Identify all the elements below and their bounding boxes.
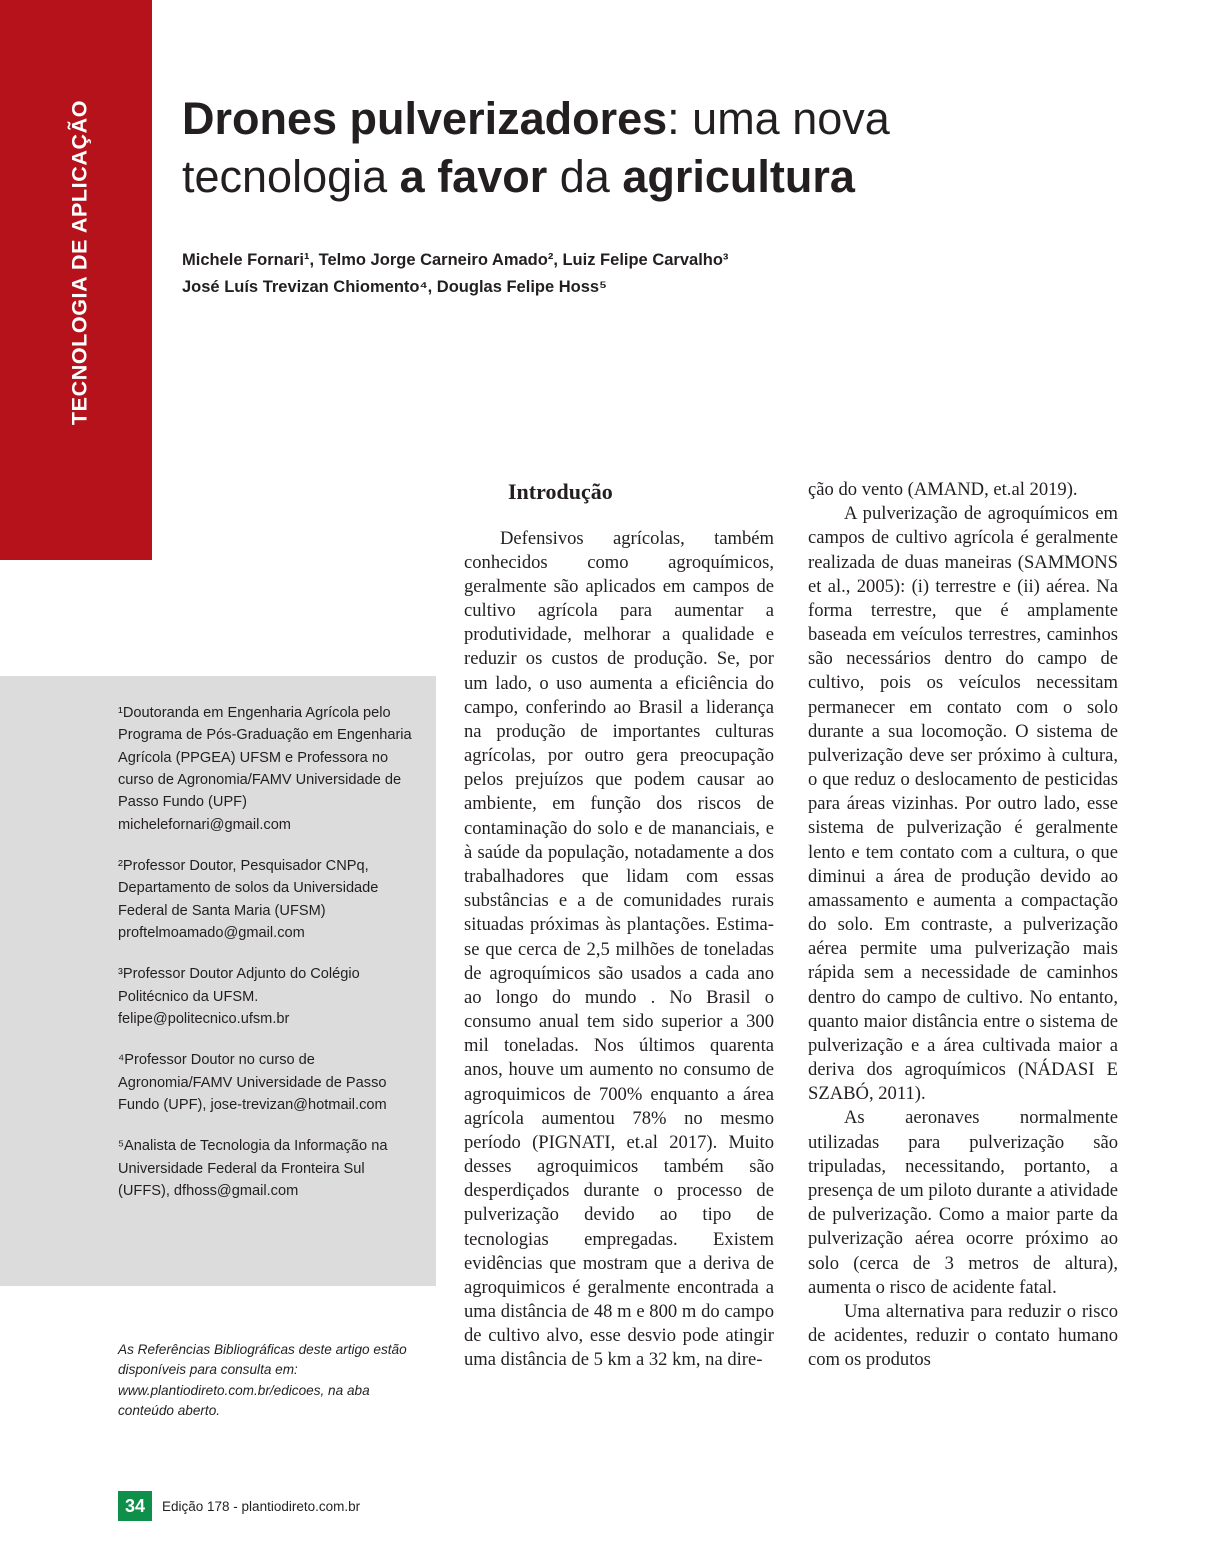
affiliation-item: ⁴Professor Doutor no curso de Agronomia/FAMV Universidade de Passo Fundo (UPF), jose-trevizan@hotmail.com — [118, 1052, 387, 1113]
affiliation-item: ¹Doutoranda em Engenharia Agrícola pelo Programa de Pós-Graduação em Engenharia Agrícola (PPGEA) UFSM e Professora no curso de Agronomia/FAMV Universidade de Passo Fundo (UPF) michelefornari@gmail.com — [118, 705, 412, 833]
paragraph: Defensivos agrícolas, também conhecidos como agroquímicos, geralmente são aplicados em campos de cultivo agrícola para aumentar a produtividade, melhorar a qualidade e reduzir os custos de produção. Se, por um lado, o uso aumenta a eficiência do campo, conferindo ao Brasil a liderança na produção de importantes culturas agrícolas, por outro gera preocupação pelos prejuízos que podem causar ao ambiente, em função dos riscos de contaminação do solo e de mananciais, e à saúde da população, notadamente a dos trabalhadores que lidam com essas substâncias e a de comunidades rurais situadas próximas às plantações. Estima-se que cerca de 2,5 milhões de toneladas de agroquímicos são usados a cada ano ao longo do mundo . No Brasil o consumo anual tem sido superior a 300 mil toneladas. Nos últimos quarenta anos, houve um aumento no consumo de agroquimicos de 700% enquanto a área agrícola aumentou 78% no mesmo período (PIGNATI, et.al 2017). Muito desses agroquimicos também são desperdiçados durante o processo de pulverização devido ao tipo de tecnologias empregadas. Existem evidências que mostram que a deriva de agroquimicos é geralmente encontrada a uma distância de 48 m e 800 m do campo de cultivo alvo, esse desvio pode atingir uma distância de 5 km a 32 km, na dire- — [464, 527, 774, 1371]
affiliations-list — [118, 702, 418, 1221]
page-footer — [118, 1491, 360, 1521]
section-tag-banner — [0, 0, 152, 560]
title-bold-2: a favor — [399, 150, 548, 202]
title-bold-3: agricultura — [622, 150, 855, 202]
section-heading-introducao: Introdução — [508, 479, 613, 504]
affiliation-item: ²Professor Doutor, Pesquisador CNPq, Departamento de solos da Universidade Federal de Santa Maria (UFSM) proftelmoamado@gmail.com — [118, 857, 379, 941]
title-plain-2: da — [547, 150, 623, 202]
paragraph: As aeronaves normalmente utilizadas para pulverização são tripuladas, necessitando, portanto, a presença de um piloto durante a atividade de pulverização. Como a maior parte da pulverização aérea ocorre próximo ao solo (cerca de 3 metros de altura), aumenta o risco de acidente fatal. — [808, 1107, 1118, 1298]
affiliation-item: ⁵Analista de Tecnologia da Informação na Universidade Federal da Fronteira Sul (UFFS), dfhoss@gmail.com — [118, 1138, 388, 1199]
title-bold-1: Drones pulverizadores — [182, 93, 668, 144]
title-plain-1: : uma nova tecnologia — [182, 93, 890, 202]
page-number-badge: 34 — [118, 1491, 152, 1521]
authors-line-1: Michele Fornari¹, Telmo Jorge Carneiro Amado², Luiz Felipe Carvalho³ — [182, 251, 729, 270]
paragraph: ção do vento (AMAND, et.al 2019). — [808, 479, 1078, 500]
page-title — [182, 90, 1052, 205]
body-column-left — [464, 478, 774, 1373]
paragraph: A pulverização de agroquímicos em campos de cultivo agrícola é geralmente realizada de duas maneiras (SAMMONS et al., 2005): (i) terrestre e (ii) aérea. Na forma terrestre, que é amplamente baseada em veículos terrestres, caminhos são necessários dentro do campo de cultivo, pois os veículos necessitam permanecer em contato com o solo durante a sua locomoção. O sistema de pulverização deve ser próximo à cultura, o que reduz o deslocamento de pesticidas para áreas vizinhas. Por outro lado, esse sistema de pulverização é geralmente lento e tem contato com a cultura, o que diminui a área de produção devido ao amassamento e aumenta a compactação do solo. Em contraste, a pulverização aérea permite uma pulverização mais rápida sem a necessidade de caminhos dentro do campo de cultivo. No entanto, quanto maior distância entre o sistema de pulverização e a área cultivada maior a deriva dos agroquímicos (NÁDASI E SZABÓ, 2011). — [808, 503, 1118, 1105]
affiliation-item: ³Professor Doutor Adjunto do Colégio Politécnico da UFSM. felipe@politecnico.ufsm.br — [118, 966, 360, 1027]
section-tag-label: TECNOLOGIA DE APLICAÇÃO — [67, 99, 92, 426]
title-block — [182, 90, 1052, 302]
paragraph: Uma alternativa para reduzir o risco de acidentes, reduzir o contato humano com os produtos — [808, 1300, 1118, 1371]
authors-block — [182, 247, 1052, 301]
references-note: As Referências Bibliográficas deste artigo estão disponíveis para consulta em: www.plantiodireto.com.br/edicoes, na aba conteúdo aberto. — [118, 1342, 407, 1419]
authors-line-2: José Luís Trevizan Chiomento⁴, Douglas Felipe Hoss⁵ — [182, 278, 607, 297]
footer-edition-text: Edição 178 - plantiodireto.com.br — [162, 1498, 361, 1514]
body-column-right — [808, 478, 1118, 1372]
